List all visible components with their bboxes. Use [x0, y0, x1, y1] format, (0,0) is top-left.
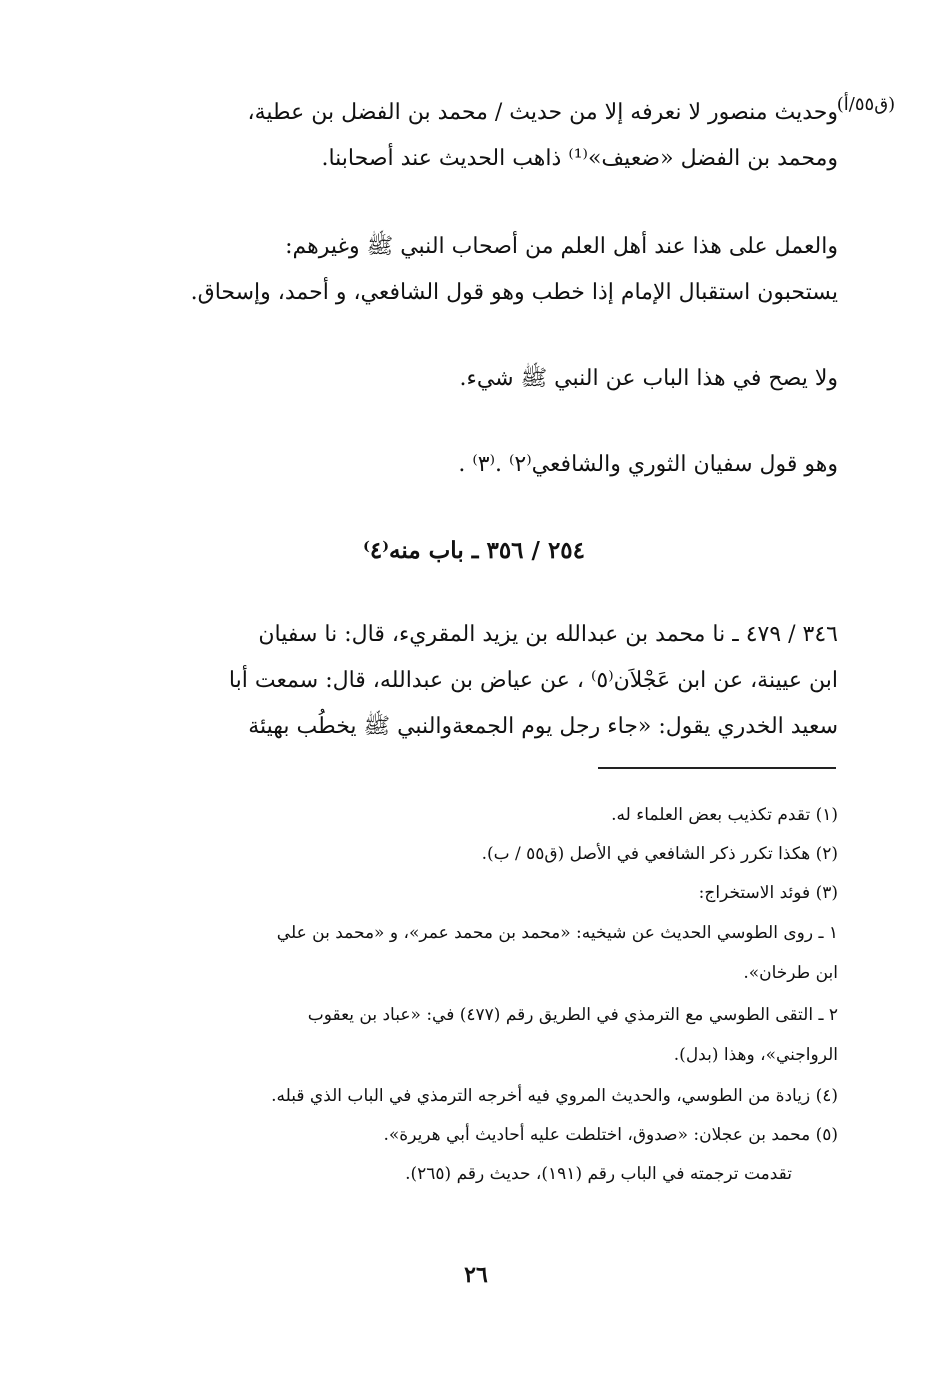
footnote-5: (٥) محمد بن عجلان: «صدوق، اختلطت عليه أحاديث أبي هريرة». [383, 1125, 838, 1145]
footnote-3-item-1 [110, 913, 838, 993]
text-line: وحديث منصور لا نعرفه إلا من حديث / محمد بن الفضل بن عطية، [247, 100, 838, 125]
paragraph-opinion [110, 442, 838, 488]
footnote-line: ابن طرخان». [743, 963, 838, 983]
text-line: وهو قول سفيان الثوري والشافعي⁽٢⁾ .⁽٣⁾ . [458, 452, 838, 477]
footnote-5-continuation: تقدمت ترجمته في الباب رقم (١٩١)، حديث رقم (٢٦٥). [405, 1164, 792, 1184]
footnote-3: (٣) فوئد الاستخراج: [698, 883, 838, 903]
chapter-heading: ٢٥٤ / ٣٥٦ ـ باب منه⁽٤⁾ [362, 537, 586, 564]
text-line: والعمل على هذا عند أهل العلم من أصحاب النبي ﷺ وغيرهم: [285, 234, 838, 259]
text-line: ابن عيينة، عن ابن عَجْلاَن⁽٥⁾ ، عن عياض بن عبدالله، قال: سمعت أبا [228, 668, 838, 693]
page-number: ٢٦ [464, 1262, 488, 1288]
paragraph-hadith-grading [110, 90, 838, 182]
folio-margin-note: (ق٥٥/أ) [836, 94, 896, 115]
text-line: سعيد الخدري يقول: «جاء رجل يوم الجمعةوالنبي ﷺ يخطُب بهيئة [248, 714, 838, 739]
paragraph-hadith-chain [110, 612, 838, 750]
paragraph-practice [110, 224, 838, 316]
text-line: ٣٤٦ / ٤٧٩ ـ نا محمد بن عبدالله بن يزيد المقريء، قال: نا سفيان [258, 622, 838, 647]
footnote-separator [598, 767, 836, 769]
footnote-4: (٤) زيادة من الطوسي، والحديث المروي فيه أخرجه الترمذي في الباب الذي قبله. [271, 1086, 838, 1106]
footnote-3-item-2 [110, 995, 838, 1075]
text-line: ولا يصح في هذا الباب عن النبي ﷺ شيء. [459, 366, 838, 391]
text-line: يستحبون استقبال الإمام إذا خطب وهو قول الشافعي، و أحمد، وإسحاق. [190, 280, 838, 305]
footnote-line: ٢ ـ التقى الطوسي مع الترمذي في الطريق رقم (٤٧٧) في: «عباد بن يعقوب [307, 1005, 838, 1025]
text-line: ومحمد بن الفضل «ضعيف»⁽¹⁾ ذاهب الحديث عند أصحابنا. [321, 146, 838, 171]
footnotes [110, 796, 838, 1194]
footnote-1: (١) تقدم تكذيب بعض العلماء له. [611, 805, 838, 825]
footnote-line: ١ ـ روى الطوسي الحديث عن شيخيه: «محمد بن محمد عمر»، و «محمد بن علي [276, 923, 838, 943]
paragraph-not-authentic [110, 356, 838, 402]
footnote-2: (٢) هكذا تكرر ذكر الشافعي في الأصل (ق٥٥ / ب). [481, 844, 838, 864]
footnote-line: الرواجني»، وهذا (بدل). [673, 1045, 838, 1065]
